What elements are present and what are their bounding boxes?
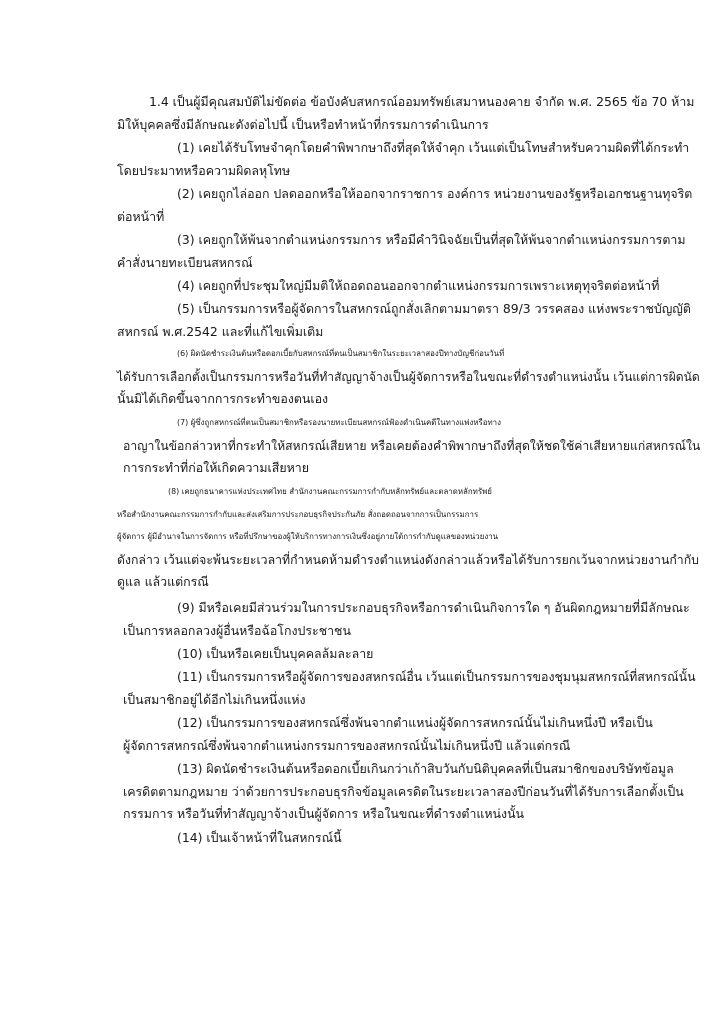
item-13 <box>0 758 684 826</box>
text-line: (3) เคยถูกให้พ้นจากตำแหน่งกรรมการ หรือมีคำวินิจฉัยเป็นที่สุดให้พ้นจากตำแหน่งกรรมการตาม <box>177 232 686 247</box>
text-line: ดังกล่าว เว้นแต่จะพ้นระยะเวลาที่กำหนดห้ามดำรงตำแหน่งดังกล่าวแล้วหรือได้รับการยกเว้นจากหน่วยงานกำกับ <box>117 552 699 567</box>
item-9 <box>0 597 690 642</box>
item-14 <box>0 827 342 850</box>
text-line: (6) ผิดนัดชำระเงินต้นหรือดอกเบี้ยกับสหกรณ์ที่ตนเป็นสมาชิกในระยะเวลาสองปีทางบัญชีก่อนวันที่ <box>177 349 505 358</box>
text-line: (14) เป็นเจ้าหน้าที่ในสหกรณ์นี้ <box>177 830 342 845</box>
text-line: การกระทำที่ก่อให้เกิดความเสียหาย <box>123 460 309 475</box>
item-11 <box>0 666 696 711</box>
text-line: คำสั่งนายทะเบียนสหกรณ์ <box>117 254 253 270</box>
text-line: 1.4 เป็นผู้มีคุณสมบัติไม่ขัดต่อ ข้อบังคับสหกรณ์ออมทรัพย์เสมาหนองคาย จำกัด พ.ศ. 2565 ข้อ 70 ห้าม <box>149 94 695 109</box>
text-line: (11) เป็นกรรมการหรือผู้จัดการของสหกรณ์อื่น เว้นแต่เป็นกรรมการของชุมนุมสหกรณ์ที่สหกรณ์นั้น <box>177 669 696 684</box>
text-line: ผู้จัดการสหกรณ์ซึ่งพ้นจากตำแหน่งกรรมการของสหกรณ์นั้นไม่เกินหนึ่งปี แล้วแต่กรณี <box>123 737 571 753</box>
item-6 <box>0 343 700 411</box>
item-8 <box>0 481 699 594</box>
text-line: เป็นการหลอกลวงผู้อื่นหรือฉ้อโกงประชาชน <box>123 622 351 638</box>
text-line: หรือสำนักงานคณะกรรมการกำกับและส่งเสริมการประกอบธุรกิจประกันภัย สั่งถอดถอนจากการเป็นกรรมการ <box>117 509 479 519</box>
paragraph-1-4 <box>0 91 694 136</box>
text-line: (13) ผิดนัดชำระเงินต้นหรือดอกเบี้ยเกินกว่าเก้าสิบวันกับนิติบุคคลที่เป็นสมาชิกของบริษัทข้อมูล <box>177 761 674 776</box>
text-line: (12) เป็นกรรมการของสหกรณ์ซึ่งพ้นจากตำแหน่งผู้จัดการสหกรณ์นั้นไม่เกินหนึ่งปี หรือเป็น <box>177 715 653 730</box>
text-line: (1) เคยได้รับโทษจำคุกโดยคำพิพากษาถึงที่สุดให้จำคุก เว้นแต่เป็นโทษสำหรับความผิดที่ได้กระทำ <box>177 140 690 155</box>
item-10 <box>0 643 373 666</box>
text-line: อาญาในข้อกล่าวหาที่กระทำให้สหกรณ์เสียหาย หรือเคยต้องคำพิพากษาถึงที่สุดให้ชดใช้ค่าเสียหายแก่สหกรณ์ใน <box>123 438 701 453</box>
item-2 <box>0 183 692 228</box>
text-line: ได้รับการเลือกตั้งเป็นกรรมการหรือวันที่ทำสัญญาจ้างเป็นผู้จัดการหรือในขณะที่ดำรงตำแหน่งนั้น เว้นแต่การผิดนัด <box>117 369 700 384</box>
text-line: (2) เคยถูกไล่ออก ปลดออกหรือให้ออกจากราชการ องค์การ หน่วยงานของรัฐหรือเอกชนฐานทุจริต <box>177 186 693 201</box>
text-line: (8) เคยถูกธนาคารแห่งประเทศไทย สำนักงานคณะกรรมการกำกับหลักทรัพย์และตลาดหลักทรัพย์ <box>168 487 492 496</box>
text-line: (5) เป็นกรรมการหรือผู้จัดการในสหกรณ์ถูกสั่งเลิกตามมาตรา 89/3 วรรคสอง แห่งพระราชบัญญัติ <box>177 301 691 316</box>
text-line: (4) เคยถูกที่ประชุมใหญ่มีมติให้ถอดถอนออกจากตำแหน่งกรรมการเพราะเหตุทุจริตต่อหน้าที่ <box>177 278 660 293</box>
item-4 <box>0 275 659 298</box>
text-line: (10) เป็นหรือเคยเป็นบุคคลล้มละลาย <box>177 646 374 661</box>
text-line: นั้นมิได้เกิดขึ้นจากการกระทำของตนเอง <box>117 391 329 406</box>
text-line: (7) ผู้ซึ่งถูกสหกรณ์ที่ตนเป็นสมาชิกหรือรองนายทะเบียนสหกรณ์ฟ้องดำเนินคดีในทางแพ่งหรือทาง <box>177 418 501 427</box>
item-5 <box>0 298 691 343</box>
text-line: ผู้จัดการ ผู้มีอำนาจในการจัดการ หรือที่ปรึกษาของผู้ให้บริการทางการเงินซึ่งอยู่ภายใต้การกำกับดูแลของหน่วยงาน <box>117 532 499 541</box>
item-3 <box>0 229 686 274</box>
text-line: โดยประมาทหรือความผิดลหุโทษ <box>117 162 291 178</box>
item-7 <box>0 412 700 480</box>
text-line: ดูแล แล้วแต่กรณี <box>117 574 209 589</box>
text-line: เครดิตตามกฎหมาย ว่าด้วยการประกอบธุรกิจข้อมูลเครดิตในระยะเวลาสองปีก่อนวันที่ได้รับการเลือกตั้งเป็น <box>123 783 684 799</box>
item-1 <box>0 137 689 182</box>
item-12 <box>0 712 653 757</box>
text-line: (9) มีหรือเคยมีส่วนร่วมในการประกอบธุรกิจหรือการดำเนินกิจการใด ๆ อันผิดกฎหมายที่มีลักษณะ <box>177 600 690 615</box>
text-line: เป็นสมาชิกอยู่ได้อีกไม่เกินหนึ่งแห่ง <box>123 691 306 707</box>
text-line: มิให้บุคคลซึ่งมีลักษณะดังต่อไปนี้ เป็นหรือทำหน้าที่กรรมการดำเนินการ <box>117 116 489 132</box>
text-line: ต่อหน้าที่ <box>117 208 165 224</box>
text-line: กรรมการ หรือวันที่ทำสัญญาจ้างเป็นผู้จัดการ หรือในขณะที่ดำรงตำแหน่งนั้น <box>123 806 525 821</box>
text-line: สหกรณ์ พ.ศ.2542 และที่แก้ไขเพิ่มเติม <box>117 323 324 339</box>
